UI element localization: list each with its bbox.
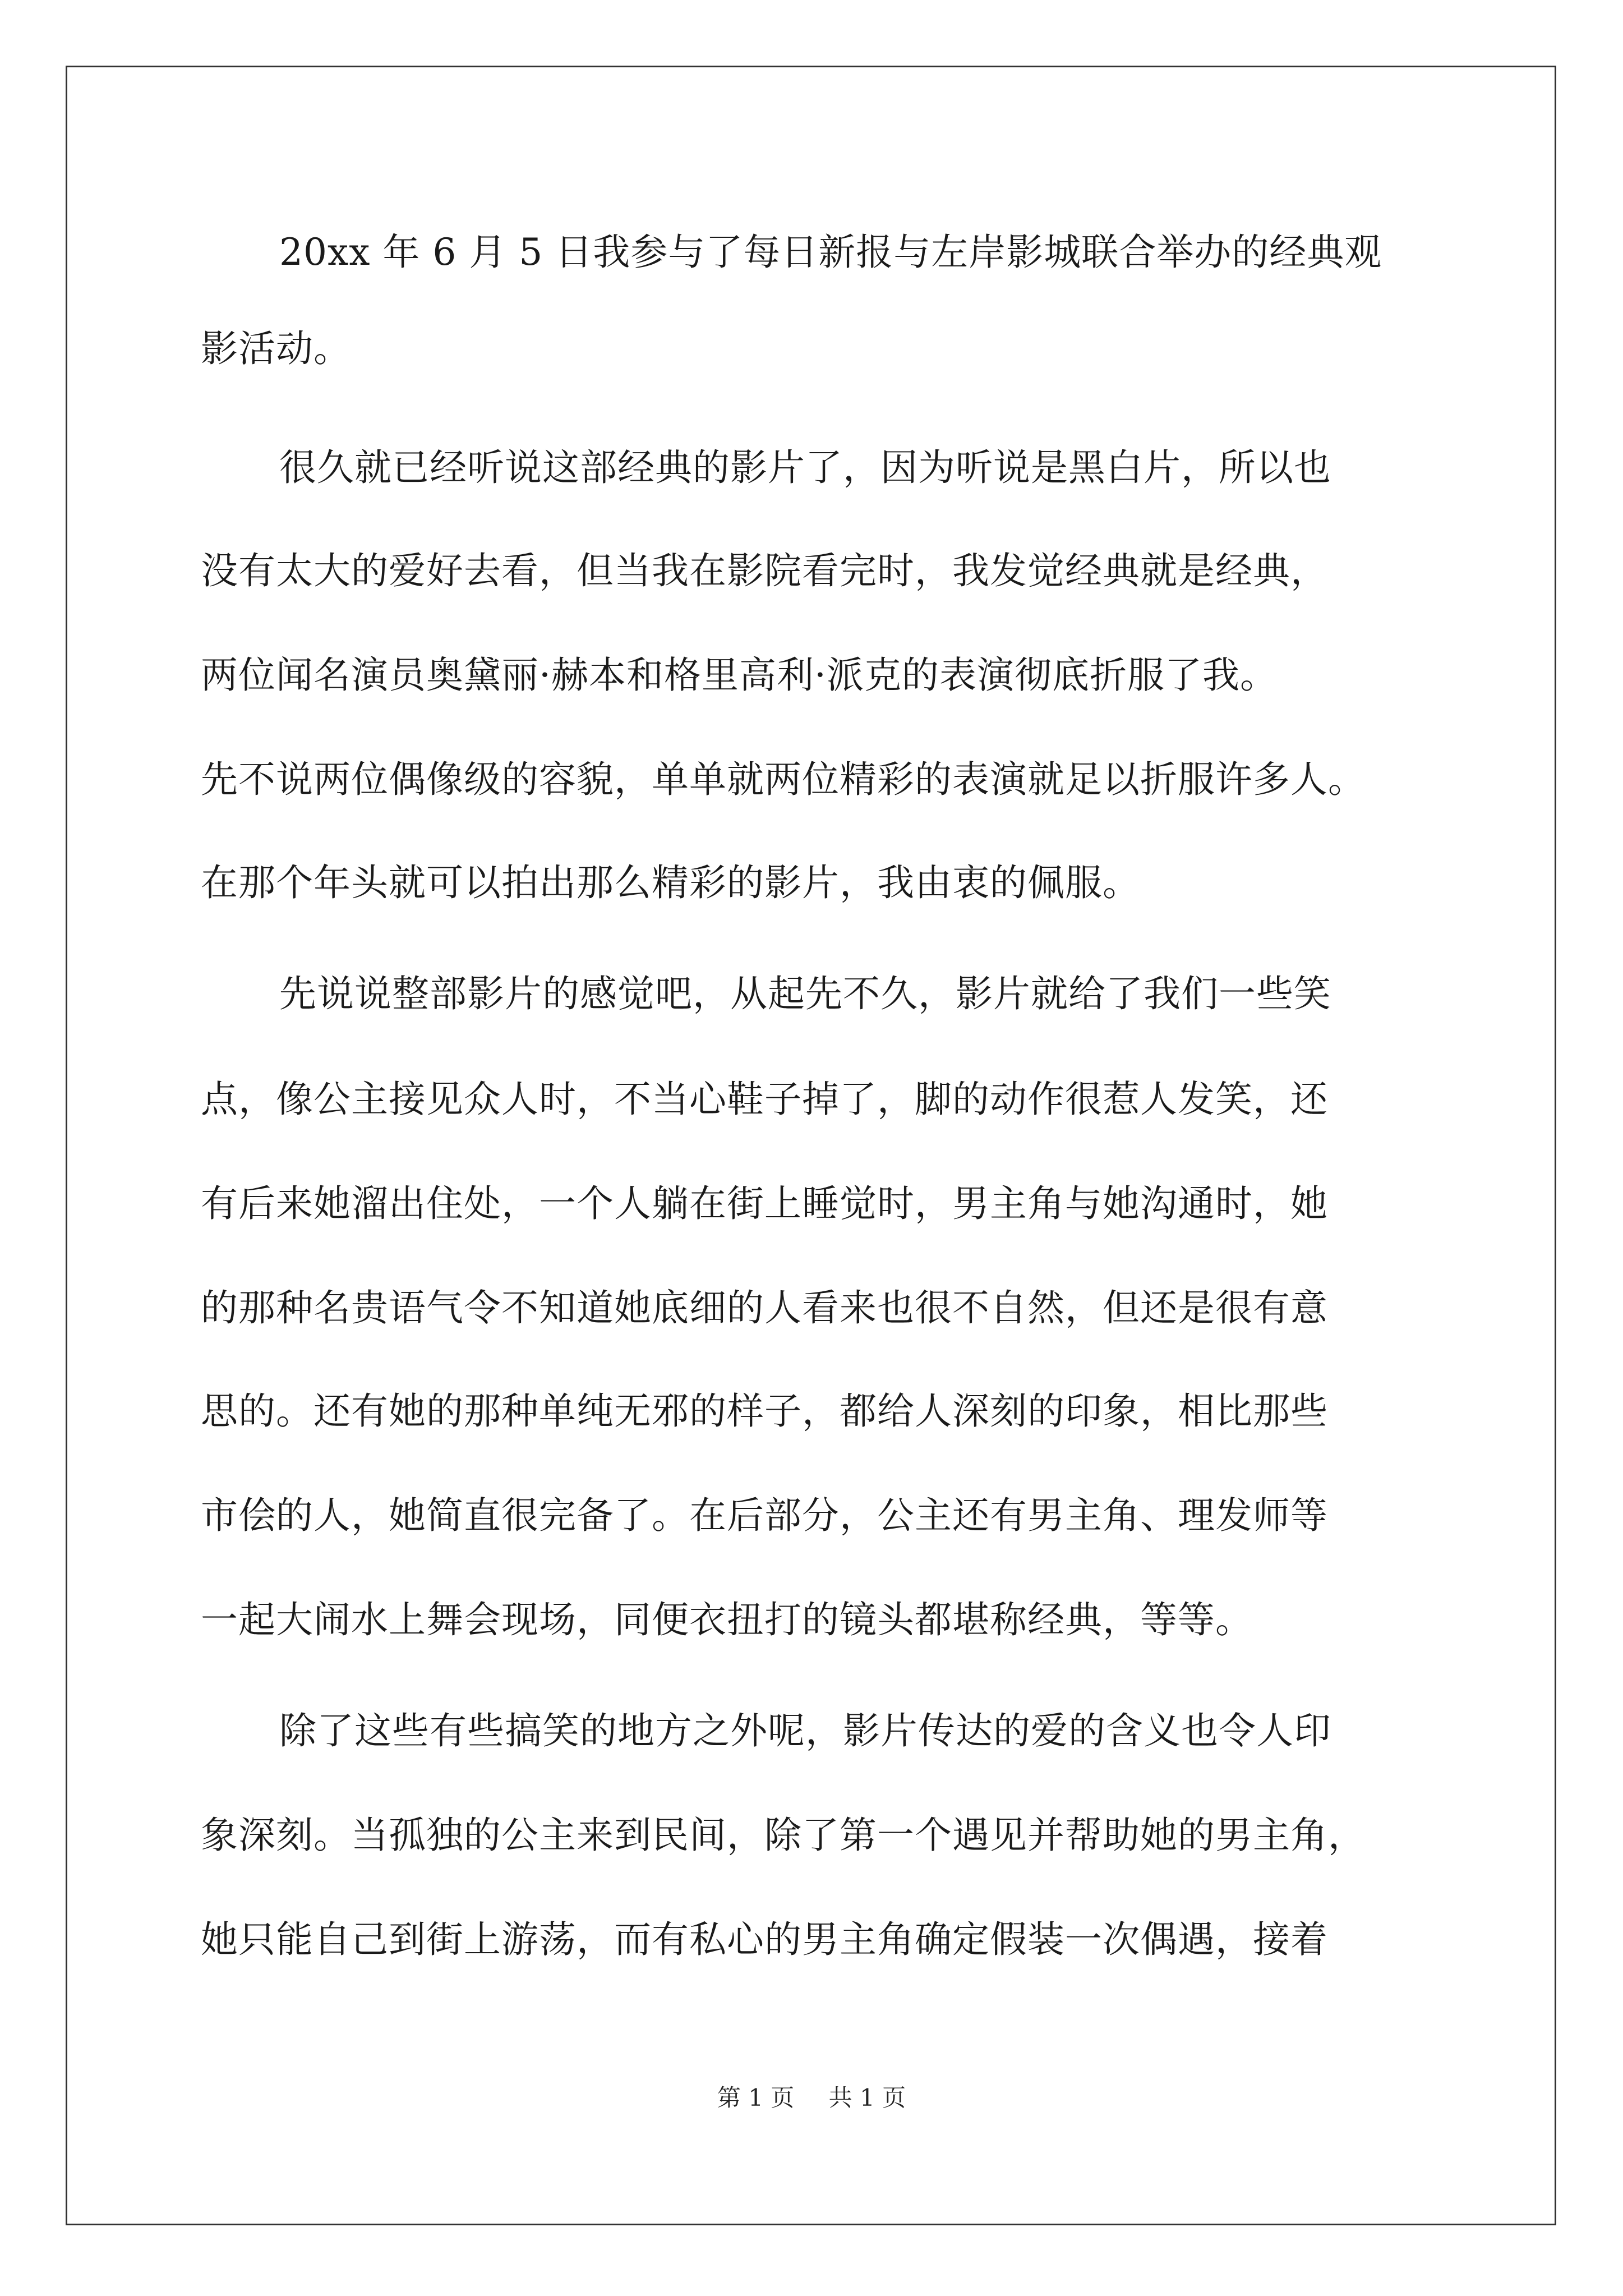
paragraph-3-line-6: 市侩的人，她简直很完备了。在后部分，公主还有男主角、理发师等 bbox=[201, 1494, 1328, 1537]
paragraph-4-line-1: 除了这些有些搞笑的地方之外呢，影片传达的爱的含义也令人印 bbox=[279, 1709, 1331, 1752]
page-number: 第 1 页 bbox=[717, 2084, 795, 2111]
paragraph-2-line-2: 没有太大的爱好去看，但当我在影院看完时，我发觉经典就是经典， bbox=[201, 549, 1328, 592]
paragraph-3-line-4: 的那种名贵语气令不知道她底细的人看来也很不自然，但还是很有意 bbox=[201, 1286, 1328, 1329]
page-total: 共 1 页 bbox=[828, 2084, 906, 2111]
paragraph-2-line-5: 在那个年头就可以拍出那么精彩的影片，我由衷的佩服。 bbox=[201, 861, 1140, 904]
paragraph-3-line-3: 有后来她溜出住处，一个人躺在街上睡觉时，男主角与她沟通时，她 bbox=[201, 1182, 1328, 1225]
paragraph-2-line-3: 两位闻名演员奥黛丽·赫本和格里高利·派克的表演彻底折服了我。 bbox=[201, 654, 1278, 697]
paragraph-4-line-2: 象深刻。当孤独的公主来到民间，除了第一个遇见并帮助她的男主角， bbox=[201, 1814, 1366, 1857]
page-border bbox=[66, 66, 1556, 2225]
paragraph-1-line-2: 影活动。 bbox=[201, 327, 351, 370]
paragraph-3-line-1: 先说说整部影片的感觉吧，从起先不久，影片就给了我们一些笑 bbox=[279, 972, 1331, 1015]
paragraph-1-line-1: 20xx 年 6 月 5 日我参与了每日新报与左岸影城联合举办的经典观 bbox=[279, 231, 1382, 274]
page-footer bbox=[0, 2081, 1623, 2115]
paragraph-2-line-4: 先不说两位偶像级的容貌，单单就两位精彩的表演就足以折服许多人。 bbox=[201, 758, 1366, 801]
paragraph-3-line-7: 一起大闹水上舞会现场，同便衣扭打的镜头都堪称经典，等等。 bbox=[201, 1598, 1253, 1641]
paragraph-2-line-1: 很久就已经听说这部经典的影片了，因为听说是黑白片，所以也 bbox=[279, 446, 1331, 489]
paragraph-3-line-2: 点，像公主接见众人时，不当心鞋子掉了，脚的动作很惹人发笑，还 bbox=[201, 1078, 1328, 1121]
paragraph-4-line-3: 她只能自己到街上游荡，而有私心的男主角确定假装一次偶遇，接着 bbox=[201, 1918, 1328, 1961]
paragraph-3-line-5: 思的。还有她的那种单纯无邪的样子，都给人深刻的印象，相比那些 bbox=[201, 1389, 1328, 1433]
